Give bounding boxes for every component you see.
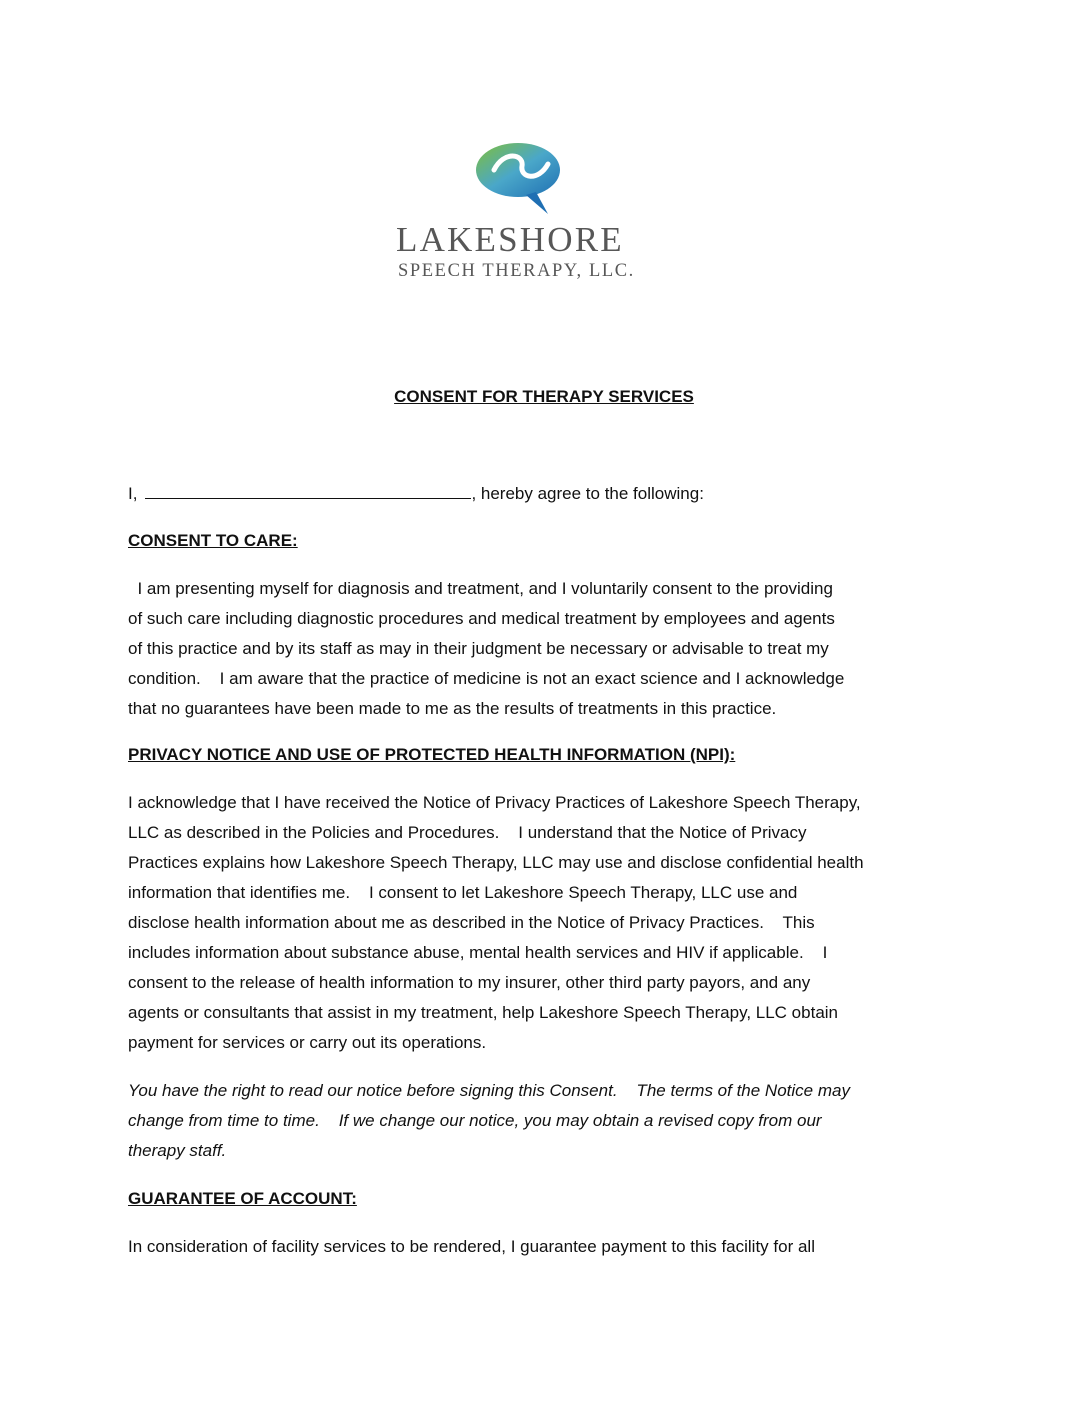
privacy-line: consent to the release of health information to my insurer, other third party payors, and any [128, 973, 811, 992]
privacy-note-line: therapy staff. [128, 1141, 227, 1160]
agreement-suffix: , hereby agree to the following: [471, 484, 704, 503]
privacy-line: disclose health information about me as described in the Notice of Privacy Practices. This [128, 913, 815, 932]
consent-to-care-line: of such care including diagnostic procedures and medical treatment by employees and agents [128, 609, 835, 628]
privacy-line: payment for services or carry out its operations. [128, 1033, 487, 1052]
consent-to-care-heading: CONSENT TO CARE: [128, 531, 298, 550]
privacy-note-line: change from time to time. If we change our notice, you may obtain a revised copy from our [128, 1111, 822, 1130]
privacy-line: Practices explains how Lakeshore Speech Therapy, LLC may use and disclose confidential health [128, 853, 864, 872]
consent-to-care-line: I am presenting myself for diagnosis and treatment, and I voluntarily consent to the providing [128, 579, 833, 598]
name-blank-field[interactable] [145, 482, 471, 499]
speech-bubble-logo-icon [474, 140, 570, 220]
privacy-line: information that identifies me. I consent to let Lakeshore Speech Therapy, LLC use and [128, 883, 798, 902]
privacy-heading: PRIVACY NOTICE AND USE OF PROTECTED HEALTH INFORMATION (NPI): [128, 745, 736, 764]
guarantee-heading: GUARANTEE OF ACCOUNT: [128, 1189, 357, 1208]
privacy-line: agents or consultants that assist in my treatment, help Lakeshore Speech Therapy, LLC obtain [128, 1003, 838, 1022]
consent-to-care-line: condition. I am aware that the practice of medicine is not an exact science and I acknowledge [128, 669, 845, 688]
privacy-line: includes information about substance abuse, mental health services and HIV if applicable. I [128, 943, 828, 962]
logo-subtitle: SPEECH THERAPY, LLC. [398, 261, 635, 281]
agreement-line [128, 482, 704, 505]
document-title: CONSENT FOR THERAPY SERVICES [394, 387, 694, 406]
agreement-prefix: I, [128, 484, 138, 503]
privacy-note-line: You have the right to read our notice before signing this Consent. The terms of the Notice may [128, 1081, 850, 1100]
guarantee-line: In consideration of facility services to be rendered, I guarantee payment to this facility for all [128, 1237, 815, 1256]
company-logo [396, 140, 660, 280]
logo-name: LAKESHORE [396, 220, 624, 259]
privacy-line: LLC as described in the Policies and Procedures. I understand that the Notice of Privacy [128, 823, 807, 842]
consent-to-care-line: that no guarantees have been made to me as the results of treatments in this practice. [128, 699, 777, 718]
privacy-line: I acknowledge that I have received the Notice of Privacy Practices of Lakeshore Speech Therapy, [128, 793, 861, 812]
consent-to-care-line: of this practice and by its staff as may in their judgment be necessary or advisable to treat my [128, 639, 829, 658]
